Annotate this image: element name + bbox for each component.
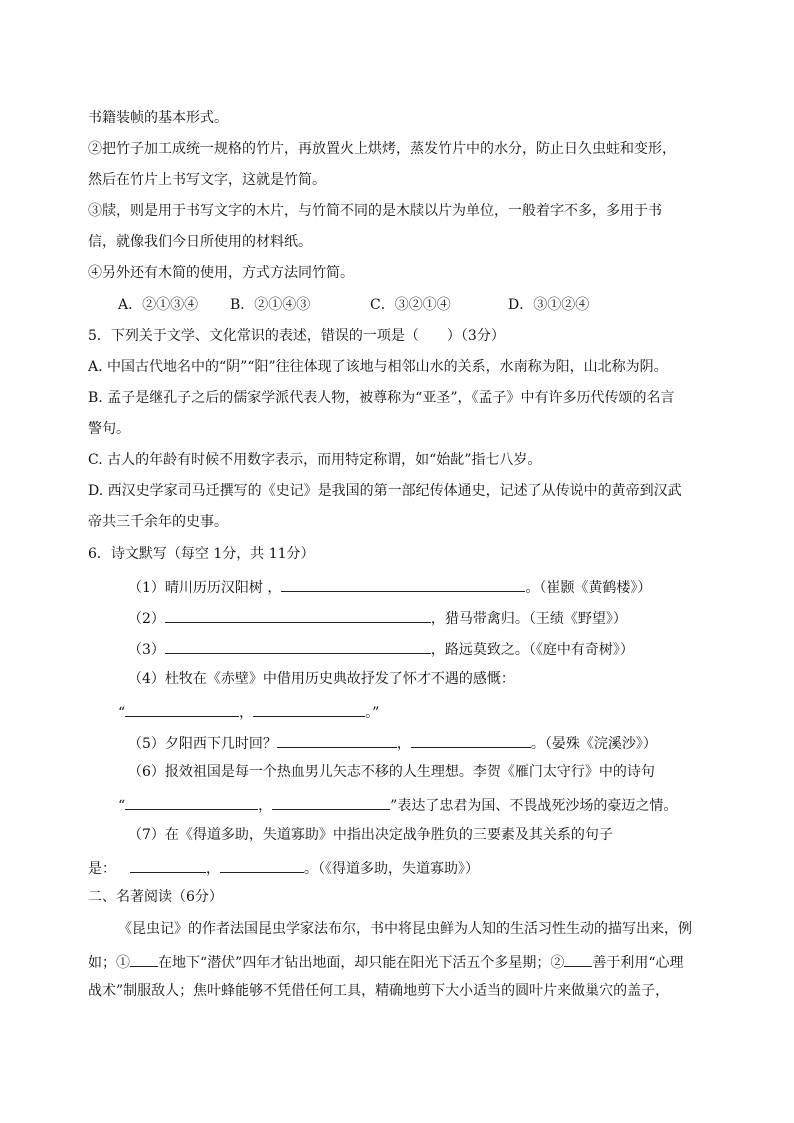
- q6-item6-answer: [118, 793, 677, 816]
- q4-option-d[interactable]: D．③①②④: [508, 297, 590, 313]
- q5-option-c[interactable]: C. 古人的年龄有时候不用数字表示，而用特定称谓，如“始龀”指七八岁。: [88, 452, 542, 468]
- q6-item5-comma: ，: [396, 736, 411, 752]
- q6-item1-blank[interactable]: [281, 575, 525, 592]
- section2-paragraph-line3: 战术”制服敌人；焦叶蜂能够不凭借任何工具，精确地剪下大小适当的圆叶片来做巢穴的盖子，: [88, 983, 670, 999]
- q6-item7-answer: [88, 856, 479, 879]
- section2-line2-start: 如；①: [88, 955, 130, 971]
- q6-item2-rest: ，猎马带禽归。（王绩《野望》）: [430, 611, 627, 627]
- section2-blank1[interactable]: [130, 950, 158, 967]
- q5-option-d-line2: 帝共三千余年的史事。: [88, 514, 228, 530]
- q6-item3-number: （3）: [128, 642, 165, 658]
- q5-option-b-line1[interactable]: B. 孟子是继孔子之后的儒家学派代表人物，被尊称为“亚圣”，《孟子》中有许多历代传颂的名言: [88, 390, 675, 406]
- q6-item6-blank2[interactable]: [272, 793, 390, 810]
- q6-item7-blank2[interactable]: [220, 856, 304, 873]
- q4-item3-line1: ③牍，则是用于书写文字的木片，与竹简不同的是木牍以片为单位，一般着字不多，多用于书: [88, 203, 662, 219]
- q6-item6-quote-open: “: [118, 798, 126, 814]
- q6-item5: [128, 731, 657, 754]
- q6-stem: 6．诗文默写（每空 1分，共 11分）: [88, 546, 315, 562]
- section2-line2-end: 善于利用“心理: [592, 955, 684, 971]
- q6-item5-source: 。（晏殊《浣溪沙》）: [530, 736, 657, 752]
- q5-option-d-line1[interactable]: D. 西汉史学家司马迁撰写的《史记》是我国的第一部纪传体通史，记述了从传说中的黄帝到汉武: [88, 483, 682, 499]
- q6-item7: （7）在《得道多助，失道寡助》中指出决定战争胜负的三要素及其关系的句子: [128, 827, 613, 843]
- q6-item6-tail: ”表达了忠君为国、不畏战死沙场的豪迈之情。: [390, 798, 678, 814]
- q6-item1-prompt: （1）晴川历历汉阳树 ，: [128, 580, 282, 596]
- q6-item4-blank2[interactable]: [253, 700, 365, 717]
- q4-item2-line2: 然后在竹片上书写文字，这就是竹简。: [88, 172, 326, 188]
- q6-item6-blank1[interactable]: [125, 793, 258, 810]
- q5-option-b-line2: 警句。: [88, 421, 130, 437]
- q6-item1-source: 。（崔颢《黄鹤楼》）: [525, 580, 652, 596]
- q6-item6: （6）报效祖国是每一个热血男儿矢志不移的人生理想。李贺《雁门太守行》中的诗句: [128, 764, 655, 780]
- q4-options: [118, 295, 589, 315]
- section2-paragraph-line1: 《昆虫记》的作者法国昆虫学家法布尔，书中将昆虫鲜为人知的生活习性生动的描写出来，例: [118, 921, 692, 937]
- q6-item5-blank2[interactable]: [411, 731, 531, 748]
- q6-item7-source: 。（《得道多助，失道寡助》）: [304, 861, 479, 877]
- q4-option-a[interactable]: A．②①③④: [118, 297, 199, 313]
- q6-item4-comma: ，: [239, 705, 254, 721]
- q6-item7-comma: ，: [206, 861, 220, 877]
- q4-item2-line1: ②把竹子加工成统一规格的竹片，再放置火上烘烤，蒸发竹片中的水分，防止日久虫蛀和变形，: [88, 141, 676, 157]
- q6-item1: [128, 575, 651, 598]
- q5-stem: 5．下列关于文学、文化常识的表述，错误的一项是（ ）（3分）: [88, 328, 505, 344]
- q6-item4-answer: [118, 700, 379, 723]
- q6-item4: （4）杜牧在《赤壁》中借用历史典故抒发了怀才不遇的感慨：: [128, 671, 515, 687]
- q6-item2-blank[interactable]: [165, 606, 431, 623]
- q6-item5-prompt: （5）夕阳西下几时回？: [128, 736, 277, 752]
- q6-item4-blank1[interactable]: [125, 700, 239, 717]
- q4-item4: ④另外还有木简的使用，方式方法同竹简。: [88, 265, 354, 281]
- q5-option-a[interactable]: A. 中国古代地名中的“阴”“阳”往往体现了该地与相邻山水的关系，水南称为阳，山北称为阴。: [88, 359, 668, 375]
- q6-item3: [128, 637, 634, 660]
- q6-item3-blank[interactable]: [165, 637, 431, 654]
- section2-line2-middle: 在地下“潜伏”四年才钻出地面，却只能在阳光下活五个多星期；②: [158, 955, 565, 971]
- section2-blank2[interactable]: [564, 950, 592, 967]
- q6-item4-quote-open: “: [118, 705, 126, 721]
- q6-item7-prefix: 是：: [88, 861, 116, 877]
- q6-item2-number: （2）: [128, 611, 165, 627]
- q6-item3-rest: ，路远莫致之。（《庭中有奇树》）: [430, 642, 634, 658]
- q4-item3-line2: 信，就像我们今日所使用的材料纸。: [88, 234, 312, 250]
- q4-option-c[interactable]: C．③②①④: [370, 297, 451, 313]
- q6-item4-quote-close: 。”: [365, 705, 380, 721]
- section2-title: 二、名著阅读（6分）: [88, 889, 223, 905]
- q6-item6-comma: ，: [258, 798, 273, 814]
- q4-line: 书籍装帧的基本形式。: [88, 110, 228, 126]
- section2-paragraph-line2: [88, 950, 684, 973]
- q6-item5-blank1[interactable]: [277, 731, 397, 748]
- q6-item7-blank1[interactable]: [130, 856, 206, 873]
- q4-option-b[interactable]: B．②①④③: [230, 297, 311, 313]
- q6-item2: [128, 606, 627, 629]
